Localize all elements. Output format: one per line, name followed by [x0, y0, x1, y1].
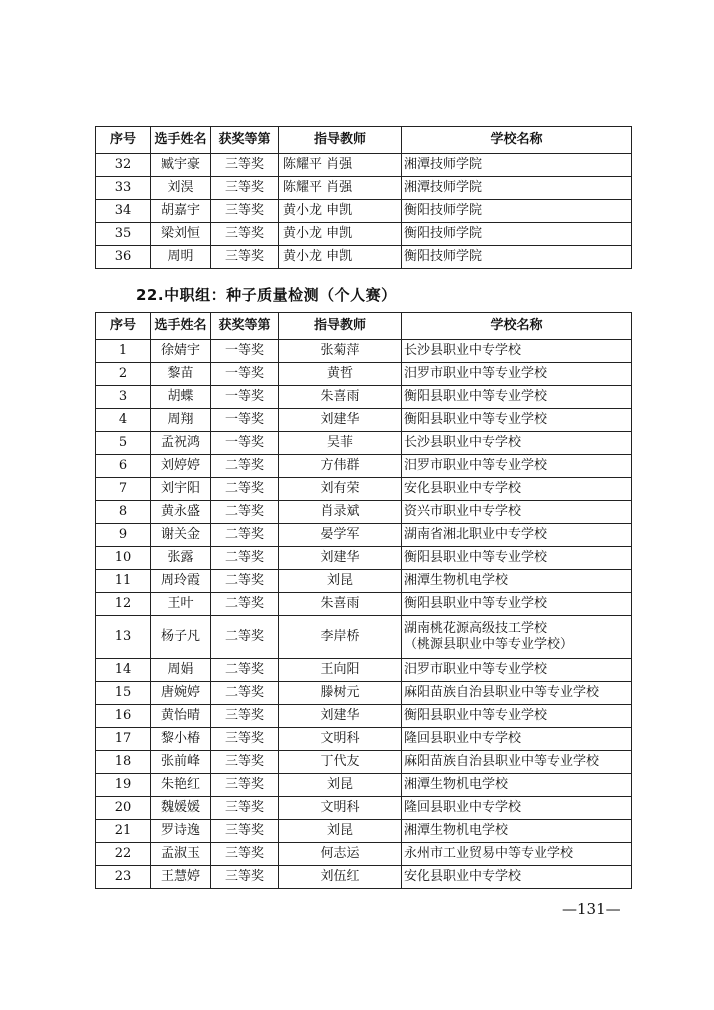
cell-teacher: 刘建华	[279, 705, 402, 728]
cell-name: 胡嘉宇	[151, 200, 211, 223]
cell-teacher: 文明科	[279, 797, 402, 820]
cell-name: 刘宇阳	[151, 478, 211, 501]
cell-teacher: 刘伍红	[279, 866, 402, 889]
header-name: 选手姓名	[151, 313, 211, 340]
cell-no: 14	[96, 659, 151, 682]
cell-school: 衡阳县职业中等专业学校	[402, 705, 632, 728]
cell-no: 19	[96, 774, 151, 797]
table-row	[96, 843, 632, 866]
table-body	[96, 340, 632, 889]
table-row	[96, 728, 632, 751]
table-row	[96, 363, 632, 386]
cell-no: 36	[96, 246, 151, 269]
cell-award: 二等奖	[211, 501, 279, 524]
cell-name: 周玲霞	[151, 570, 211, 593]
table-row	[96, 340, 632, 363]
cell-award: 三等奖	[211, 820, 279, 843]
cell-no: 6	[96, 455, 151, 478]
cell-no: 15	[96, 682, 151, 705]
table-row	[96, 177, 632, 200]
cell-school: 衡阳县职业中等专业学校	[402, 409, 632, 432]
cell-no: 22	[96, 843, 151, 866]
cell-award: 二等奖	[211, 478, 279, 501]
cell-school: 衡阳技师学院	[402, 200, 632, 223]
cell-name: 朱艳红	[151, 774, 211, 797]
cell-school: 衡阳县职业中等专业学校	[402, 547, 632, 570]
cell-name: 罗诗逸	[151, 820, 211, 843]
cell-name: 胡蝶	[151, 386, 211, 409]
header-name: 选手姓名	[151, 127, 211, 154]
cell-no: 1	[96, 340, 151, 363]
cell-teacher: 李岸桥	[279, 616, 402, 659]
cell-name: 徐婧宇	[151, 340, 211, 363]
cell-award: 三等奖	[211, 223, 279, 246]
cell-name: 魏媛媛	[151, 797, 211, 820]
cell-school-line: 湖南桃花源高级技工学校	[404, 621, 548, 636]
cell-name: 黄怡晴	[151, 705, 211, 728]
cell-award: 一等奖	[211, 340, 279, 363]
cell-award: 一等奖	[211, 386, 279, 409]
cell-award: 三等奖	[211, 797, 279, 820]
table-row	[96, 751, 632, 774]
cell-teacher: 刘建华	[279, 409, 402, 432]
cell-no: 32	[96, 154, 151, 177]
cell-award: 二等奖	[211, 593, 279, 616]
cell-school: 汨罗市职业中等专业学校	[402, 659, 632, 682]
cell-name: 张前峰	[151, 751, 211, 774]
cell-no: 10	[96, 547, 151, 570]
cell-school: 安化县职业中专学校	[402, 866, 632, 889]
header-teacher: 指导教师	[279, 127, 402, 154]
cell-no: 11	[96, 570, 151, 593]
cell-school: 长沙县职业中专学校	[402, 432, 632, 455]
cell-award: 三等奖	[211, 705, 279, 728]
cell-no: 35	[96, 223, 151, 246]
table-row	[96, 154, 632, 177]
cell-school: 衡阳县职业中等专业学校	[402, 386, 632, 409]
cell-award: 三等奖	[211, 728, 279, 751]
cell-name: 刘婷婷	[151, 455, 211, 478]
cell-name: 杨子凡	[151, 616, 211, 659]
cell-award: 三等奖	[211, 751, 279, 774]
cell-teacher: 丁代友	[279, 751, 402, 774]
cell-name: 张露	[151, 547, 211, 570]
cell-name: 刘淏	[151, 177, 211, 200]
cell-award: 一等奖	[211, 363, 279, 386]
table-row	[96, 774, 632, 797]
cell-teacher: 陈耀平 肖强	[279, 177, 402, 200]
table-header-row	[96, 313, 632, 340]
cell-school: 隆回县职业中专学校	[402, 797, 632, 820]
cell-no: 20	[96, 797, 151, 820]
table-header-row	[96, 127, 632, 154]
cell-name: 孟淑玉	[151, 843, 211, 866]
table-row	[96, 501, 632, 524]
cell-name: 黄永盛	[151, 501, 211, 524]
cell-award: 二等奖	[211, 570, 279, 593]
cell-teacher: 刘昆	[279, 774, 402, 797]
cell-school: 永州市工业贸易中等专业学校	[402, 843, 632, 866]
cell-no: 16	[96, 705, 151, 728]
cell-school: 汨罗市职业中等专业学校	[402, 455, 632, 478]
cell-award: 二等奖	[211, 682, 279, 705]
cell-no: 4	[96, 409, 151, 432]
table-row	[96, 432, 632, 455]
table-row	[96, 200, 632, 223]
cell-school: 湘潭生物机电学校	[402, 774, 632, 797]
cell-name: 周翔	[151, 409, 211, 432]
cell-school: 衡阳县职业中等专业学校	[402, 593, 632, 616]
cell-school: 湘潭生物机电学校	[402, 570, 632, 593]
cell-school: 麻阳苗族自治县职业中等专业学校	[402, 682, 632, 705]
cell-no: 5	[96, 432, 151, 455]
cell-school	[402, 616, 632, 659]
cell-no: 8	[96, 501, 151, 524]
cell-school: 湘潭生物机电学校	[402, 820, 632, 843]
table-row	[96, 223, 632, 246]
cell-name: 梁刘恒	[151, 223, 211, 246]
header-school: 学校名称	[402, 313, 632, 340]
cell-teacher: 刘建华	[279, 547, 402, 570]
cell-no: 18	[96, 751, 151, 774]
table-body	[96, 154, 632, 269]
cell-teacher: 黄哲	[279, 363, 402, 386]
header-award: 获奖等第	[211, 127, 279, 154]
header-no: 序号	[96, 313, 151, 340]
table-row	[96, 386, 632, 409]
header-school: 学校名称	[402, 127, 632, 154]
cell-teacher: 吴菲	[279, 432, 402, 455]
cell-school: 隆回县职业中专学校	[402, 728, 632, 751]
cell-award: 三等奖	[211, 774, 279, 797]
cell-no: 12	[96, 593, 151, 616]
cell-teacher: 晏学军	[279, 524, 402, 547]
cell-no: 2	[96, 363, 151, 386]
cell-award: 一等奖	[211, 432, 279, 455]
cell-name: 孟祝鸿	[151, 432, 211, 455]
cell-award: 三等奖	[211, 246, 279, 269]
cell-teacher: 刘昆	[279, 820, 402, 843]
cell-school-line: （桃源县职业中等专业学校）	[404, 637, 574, 652]
cell-no: 21	[96, 820, 151, 843]
header-no: 序号	[96, 127, 151, 154]
table-row	[96, 866, 632, 889]
table-row	[96, 570, 632, 593]
cell-teacher: 张菊萍	[279, 340, 402, 363]
cell-name: 周娟	[151, 659, 211, 682]
cell-award: 二等奖	[211, 547, 279, 570]
cell-award: 二等奖	[211, 524, 279, 547]
header-award: 获奖等第	[211, 313, 279, 340]
cell-no: 7	[96, 478, 151, 501]
cell-teacher: 陈耀平 肖强	[279, 154, 402, 177]
cell-name: 臧宇豪	[151, 154, 211, 177]
cell-teacher: 王向阳	[279, 659, 402, 682]
cell-award: 二等奖	[211, 455, 279, 478]
page-number: —131—	[562, 900, 621, 918]
cell-teacher: 刘有荣	[279, 478, 402, 501]
cell-school: 汨罗市职业中等专业学校	[402, 363, 632, 386]
cell-name: 王叶	[151, 593, 211, 616]
table-row	[96, 797, 632, 820]
table-row	[96, 593, 632, 616]
table-row	[96, 705, 632, 728]
cell-teacher: 黄小龙 申凯	[279, 223, 402, 246]
cell-school: 衡阳技师学院	[402, 246, 632, 269]
cell-name: 黎苗	[151, 363, 211, 386]
section-title: 22.中职组：种子质量检测（个人赛）	[136, 286, 397, 304]
cell-name: 周明	[151, 246, 211, 269]
cell-award: 三等奖	[211, 866, 279, 889]
cell-teacher: 何志运	[279, 843, 402, 866]
cell-teacher: 黄小龙 申凯	[279, 200, 402, 223]
cell-teacher: 朱喜雨	[279, 386, 402, 409]
results-table-top	[95, 126, 632, 269]
cell-no: 9	[96, 524, 151, 547]
cell-school: 湘潭技师学院	[402, 154, 632, 177]
cell-award: 一等奖	[211, 409, 279, 432]
cell-no: 34	[96, 200, 151, 223]
cell-no: 3	[96, 386, 151, 409]
cell-no: 33	[96, 177, 151, 200]
cell-teacher: 刘昆	[279, 570, 402, 593]
cell-school: 资兴市职业中专学校	[402, 501, 632, 524]
results-table-seed-quality	[95, 312, 632, 889]
cell-name: 谢关金	[151, 524, 211, 547]
cell-name: 唐婉婷	[151, 682, 211, 705]
cell-no: 23	[96, 866, 151, 889]
table-row	[96, 246, 632, 269]
table-row	[96, 682, 632, 705]
cell-school: 湘潭技师学院	[402, 177, 632, 200]
table-row	[96, 524, 632, 547]
cell-teacher: 文明科	[279, 728, 402, 751]
cell-school: 湖南省湘北职业中专学校	[402, 524, 632, 547]
cell-school: 长沙县职业中专学校	[402, 340, 632, 363]
cell-school: 麻阳苗族自治县职业中等专业学校	[402, 751, 632, 774]
table-row	[96, 478, 632, 501]
cell-teacher: 滕树元	[279, 682, 402, 705]
cell-award: 三等奖	[211, 154, 279, 177]
cell-no: 13	[96, 616, 151, 659]
cell-name: 王慧婷	[151, 866, 211, 889]
cell-teacher: 朱喜雨	[279, 593, 402, 616]
cell-teacher: 方伟群	[279, 455, 402, 478]
table-row	[96, 820, 632, 843]
cell-award: 三等奖	[211, 177, 279, 200]
cell-award: 二等奖	[211, 659, 279, 682]
cell-teacher: 肖录斌	[279, 501, 402, 524]
table-row	[96, 659, 632, 682]
cell-name: 黎小椿	[151, 728, 211, 751]
header-teacher: 指导教师	[279, 313, 402, 340]
table-row	[96, 616, 632, 659]
table-row	[96, 455, 632, 478]
cell-school: 衡阳技师学院	[402, 223, 632, 246]
cell-award: 二等奖	[211, 616, 279, 659]
table-row	[96, 409, 632, 432]
cell-no: 17	[96, 728, 151, 751]
cell-award: 三等奖	[211, 843, 279, 866]
table-row	[96, 547, 632, 570]
cell-school: 安化县职业中专学校	[402, 478, 632, 501]
cell-teacher: 黄小龙 申凯	[279, 246, 402, 269]
cell-award: 三等奖	[211, 200, 279, 223]
